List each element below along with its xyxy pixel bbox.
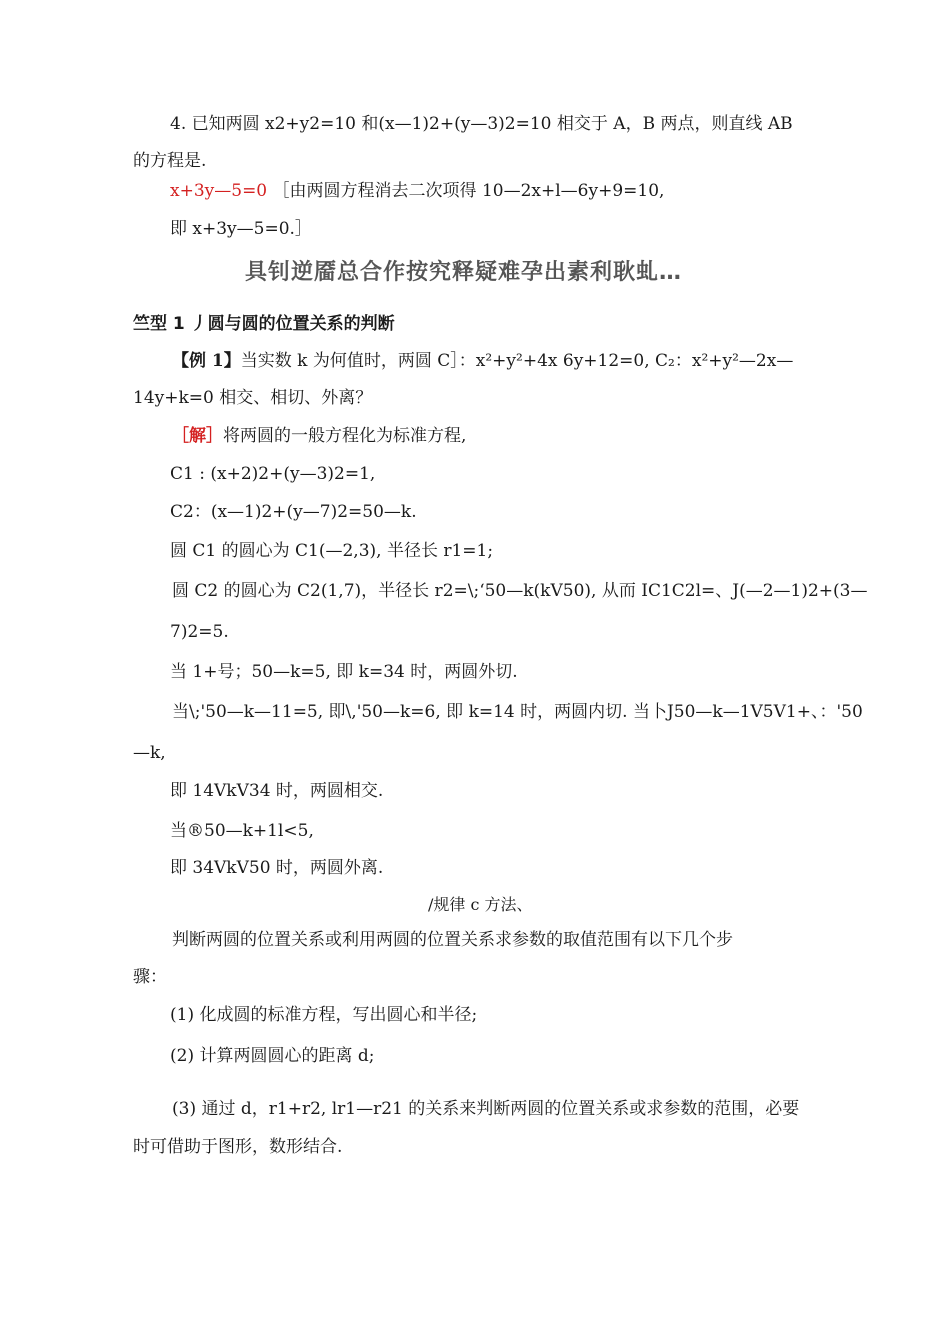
- problem-4-line-2: 的方程是.: [133, 151, 207, 171]
- section-heading: 具钊逆靥总合作按究释疑难孕出素利耿虬…: [245, 260, 683, 285]
- example-line-1: [172, 350, 793, 372]
- example-text: 当实数 k 为何值时，两圆 C］：x²+y²+4x 6y+12=0, C₂：x²+y²—2x—: [240, 351, 794, 371]
- method-title: /规律 c 方法、: [428, 895, 533, 914]
- solution-intro: 将两圆的一般方程化为标准方程,: [223, 426, 467, 446]
- solution-center-2: 圆 C2 的圆心为 C2(1,7)，半径长 r2=\;‘50—k(kV50), 从而 IC1C2l=、J(—2—1)2+(3—: [172, 581, 868, 601]
- solution-case-3: 即 14VkV34 时，两圆相交.: [170, 781, 384, 801]
- solution-center-1: 圆 C1 的圆心为 C1(—2,3), 半径长 r1=1;: [170, 541, 494, 561]
- solution-case-2b: —k,: [133, 743, 166, 763]
- method-step-2: (2) 计算两圆圆心的距离 d;: [170, 1046, 375, 1066]
- method-step-3b: 时可借助于图形，数形结合.: [133, 1137, 343, 1157]
- solution-c1: C1 : (x+2)2+(y—3)2=1,: [170, 464, 376, 484]
- solution-intro-line: [172, 425, 466, 447]
- solution-label: ［解］: [172, 426, 223, 446]
- type-heading: 竺型 1 丿圆与圆的位置关系的判断: [133, 314, 395, 334]
- problem-4-explanation-2: 即 x+3y—5=0.］: [170, 219, 312, 239]
- problem-4-line-1: 4. 已知两圆 x2+y2=10 和(x—1)2+(y—3)2=10 相交于 A，B 两点，则直线 AB: [170, 114, 793, 134]
- method-intro-2: 骤：: [133, 967, 167, 987]
- problem-4-answer-line: [170, 180, 664, 202]
- solution-case-4: 当®50—k+1l<5,: [170, 821, 314, 841]
- problem-4-answer: x+3y—5=0: [170, 181, 268, 201]
- method-step-3: (3) 通过 d，r1+r2, lr1—r21 的关系来判断两圆的位置关系或求参数的范围，必要: [172, 1099, 800, 1119]
- example-label: 【例 1】: [172, 351, 241, 371]
- problem-4-explanation: ［由两圆方程消去二次项得 10—2x+l—6y+9=10,: [272, 181, 665, 201]
- solution-center-2b: 7)2=5.: [170, 622, 229, 642]
- method-intro-1: 判断两圆的位置关系或利用两圆的位置关系求参数的取值范围有以下几个步: [172, 930, 733, 950]
- solution-case-5: 即 34VkV50 时，两圆外离.: [170, 858, 384, 878]
- solution-c2: C2：(x—1)2+(y—7)2=50—k.: [170, 502, 417, 522]
- method-step-1: (1) 化成圆的标准方程，写出圆心和半径;: [170, 1005, 478, 1025]
- example-line-2: 14y+k=0 相交、相切、外离？: [133, 388, 373, 408]
- solution-case-2: 当\;'50—k—11=5, 即\,'50—k=6, 即 k=14 时，两圆内切. 当卜J50—k—1V5V1+、：'50: [172, 702, 863, 722]
- solution-case-1: 当 1+号；50—k=5, 即 k=34 时，两圆外切.: [170, 662, 518, 682]
